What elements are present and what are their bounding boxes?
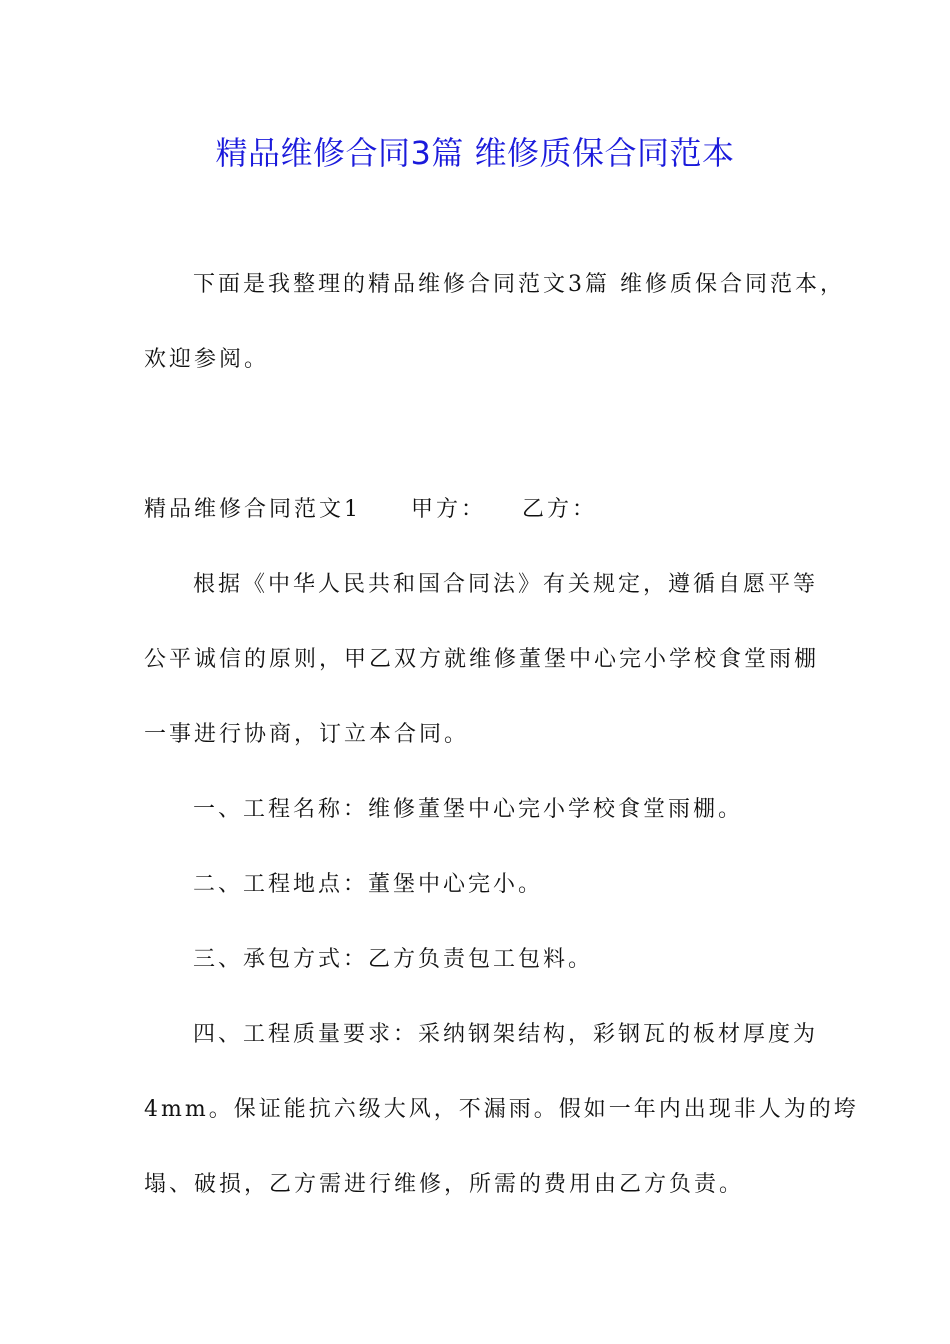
intro-line-2: 欢迎参阅。 [144,347,270,372]
paragraph-1-line-2: 公平诚信的原则，甲乙双方就维修董堡中心完小学校食堂雨棚 [144,647,820,672]
section-heading-row [144,495,597,525]
clause-1: 一、工程名称：维修董堡中心完小学校食堂雨棚。 [193,797,744,822]
party-b-label: 乙方： [522,497,598,522]
clause-3: 三、承包方式：乙方负责包工包料。 [193,947,594,972]
clause-4-line-2: 4mm。保证能抗六级大风，不漏雨。假如一年内出现非人为的垮 [144,1097,859,1122]
clause-4-line-3: 塌、破损，乙方需进行维修，所需的费用由乙方负责。 [144,1172,745,1197]
intro-line-1: 下面是我整理的精品维修合同范文3篇 维修质保合同范本， [193,272,845,297]
paragraph-1-line-3: 一事进行协商，订立本合同。 [144,722,470,747]
clause-4-line-1: 四、工程质量要求：采纳钢架结构，彩钢瓦的板材厚度为 [193,1022,819,1047]
clause-2: 二、工程地点：董堡中心完小。 [193,872,544,897]
document-title: 精品维修合同3篇 维修质保合同范本 [215,134,735,172]
party-a-label: 甲方： [411,497,487,522]
paragraph-1-line-1: 根据《中华人民共和国合同法》有关规定，遵循自愿平等 [193,572,819,597]
section-heading: 精品维修合同范文1 [144,497,361,522]
